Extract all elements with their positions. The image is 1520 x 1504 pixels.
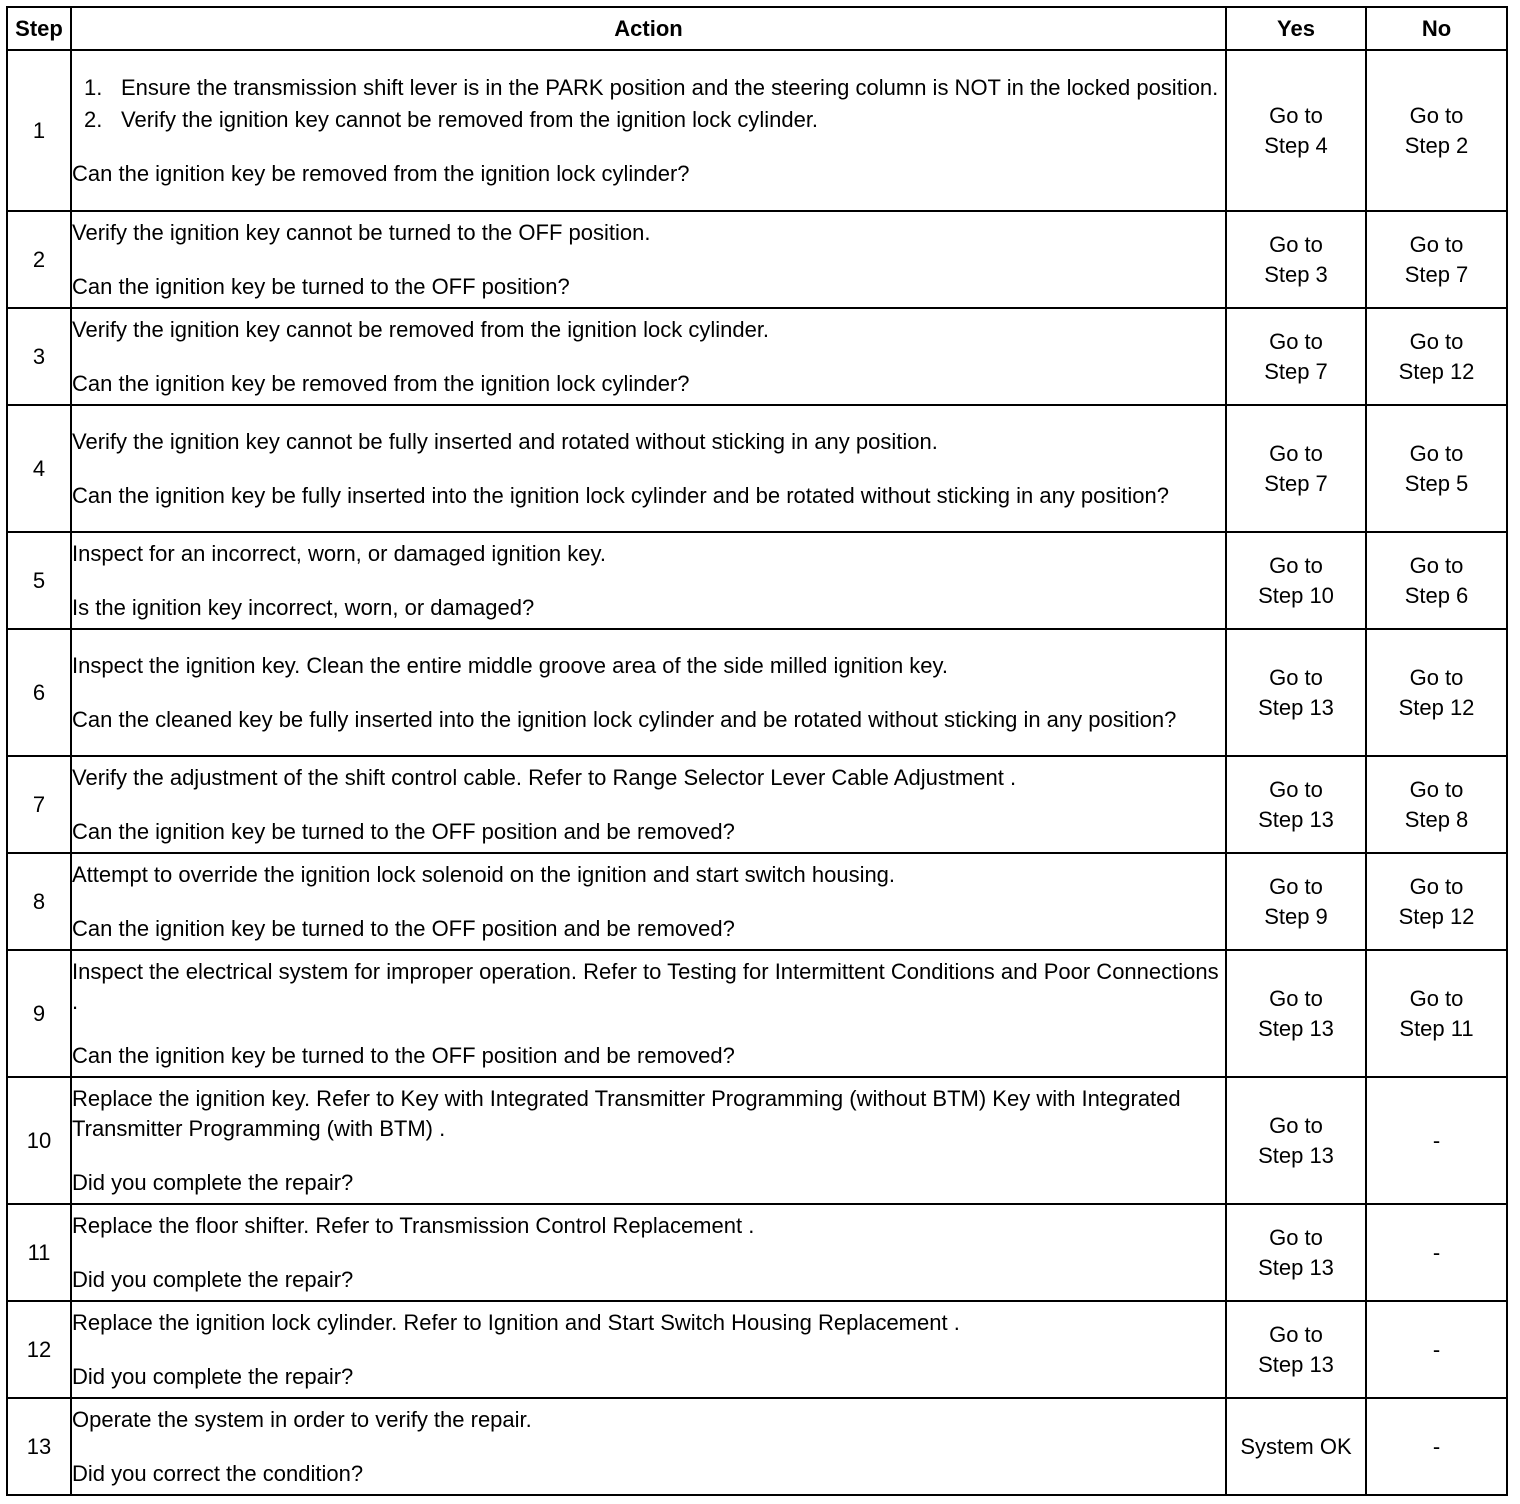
action-text: Inspect the electrical system for improper operation. Refer to Testing for Intermittent Conditions and Poor Connections .: [72, 958, 1219, 1014]
action-cell: [71, 405, 1226, 532]
no-line: Step 5: [1404, 470, 1469, 496]
no-cell: [1366, 405, 1507, 532]
table-row: [7, 1204, 1507, 1301]
action-question: Is the ignition key incorrect, worn, or damaged?: [72, 594, 535, 620]
table-row: [7, 405, 1507, 532]
table-row: [7, 1077, 1507, 1204]
no-line: Go to: [1409, 985, 1464, 1011]
no-line: Go to: [1409, 440, 1464, 466]
yes-line: Go to: [1269, 776, 1323, 802]
yes-cell: [1226, 50, 1366, 211]
yes-cell: [1226, 1204, 1366, 1301]
action-question: Did you complete the repair?: [72, 1169, 354, 1195]
step-number: 3: [7, 308, 71, 405]
yes-cell: [1226, 211, 1366, 308]
action-cell: [71, 1077, 1226, 1204]
yes-line: Go to: [1269, 1321, 1323, 1347]
yes-line: Step 13: [1258, 1142, 1334, 1168]
list-number: 2.: [84, 106, 103, 132]
no-cell: [1366, 853, 1507, 950]
action-text: Inspect the ignition key. Clean the entire middle groove area of the side milled ignition key.: [72, 652, 949, 678]
action-question: Can the ignition key be turned to the OFF position and be removed?: [72, 915, 735, 941]
action-text: Replace the floor shifter. Refer to Transmission Control Replacement .: [72, 1212, 755, 1238]
action-text: Verify the adjustment of the shift control cable. Refer to Range Selector Lever Cable Adjustment .: [72, 764, 1017, 790]
action-question: Can the cleaned key be fully inserted into the ignition lock cylinder and be rotated without sticking in any position?: [72, 706, 1177, 732]
table-row: [7, 629, 1507, 756]
no-line: Go to: [1409, 231, 1464, 257]
yes-line: Go to: [1269, 552, 1323, 578]
step-number: 11: [7, 1204, 71, 1301]
action-cell: [71, 50, 1226, 211]
table-row: [7, 50, 1507, 211]
no-line: -: [1432, 1239, 1441, 1265]
no-line: -: [1432, 1127, 1441, 1153]
yes-line: Go to: [1269, 440, 1323, 466]
step-number: 9: [7, 950, 71, 1077]
action-cell: [71, 308, 1226, 405]
action-cell: [71, 950, 1226, 1077]
no-cell: [1366, 756, 1507, 853]
no-line: Step 12: [1398, 694, 1475, 720]
action-question: Did you complete the repair?: [72, 1266, 354, 1292]
table-row: [7, 853, 1507, 950]
action-cell: [71, 629, 1226, 756]
action-question: Can the ignition key be turned to the OFF position and be removed?: [72, 818, 735, 844]
no-line: Step 2: [1404, 132, 1469, 158]
yes-cell: [1226, 532, 1366, 629]
yes-cell: [1226, 756, 1366, 853]
action-cell: [71, 756, 1226, 853]
no-line: -: [1432, 1433, 1441, 1459]
yes-line: Step 3: [1264, 261, 1328, 287]
step-number: 10: [7, 1077, 71, 1204]
no-line: Go to: [1409, 552, 1464, 578]
yes-cell: [1226, 308, 1366, 405]
no-cell: [1366, 211, 1507, 308]
yes-line: Step 13: [1258, 1254, 1334, 1280]
step-number: 2: [7, 211, 71, 308]
diagnostic-table: [6, 6, 1508, 1496]
no-cell: [1366, 950, 1507, 1077]
yes-line: Go to: [1269, 1112, 1323, 1138]
step-number: 4: [7, 405, 71, 532]
no-line: Go to: [1409, 776, 1464, 802]
no-line: Step 12: [1398, 358, 1475, 384]
table-row: [7, 308, 1507, 405]
action-question: Did you correct the condition?: [72, 1460, 364, 1486]
table-row: [7, 1301, 1507, 1398]
yes-line: Step 13: [1258, 1015, 1334, 1041]
no-line: Step 12: [1398, 903, 1475, 929]
yes-line: Go to: [1269, 1224, 1323, 1250]
no-line: Step 11: [1399, 1015, 1474, 1041]
yes-cell: [1226, 405, 1366, 532]
yes-line: System OK: [1240, 1433, 1352, 1459]
table-row: [7, 532, 1507, 629]
yes-line: Step 10: [1258, 582, 1334, 608]
list-number: 1.: [84, 74, 103, 100]
table-row: [7, 756, 1507, 853]
no-line: Step 8: [1404, 806, 1469, 832]
no-line: Step 7: [1404, 261, 1469, 287]
no-cell: [1366, 1204, 1507, 1301]
action-cell: [71, 1301, 1226, 1398]
action-text: Replace the ignition key. Refer to Key with Integrated Transmitter Programming (without BTM) Key with Integrated Transmitter Programming (with BTM) .: [72, 1085, 1181, 1141]
step-number: 1: [7, 50, 71, 211]
yes-line: Go to: [1269, 985, 1323, 1011]
action-text: Verify the ignition key cannot be removed from the ignition lock cylinder.: [72, 316, 770, 342]
action-question: Did you complete the repair?: [72, 1363, 354, 1389]
action-cell: [71, 532, 1226, 629]
action-text: Replace the ignition lock cylinder. Refer to Ignition and Start Switch Housing Replacement .: [72, 1309, 960, 1335]
yes-cell: [1226, 629, 1366, 756]
action-text: Verify the ignition key cannot be turned to the OFF position.: [72, 219, 651, 245]
table-row: [7, 211, 1507, 308]
list-text: Verify the ignition key cannot be removed from the ignition lock cylinder.: [121, 106, 819, 132]
step-number: 7: [7, 756, 71, 853]
yes-line: Step 7: [1264, 358, 1328, 384]
yes-line: Step 13: [1258, 694, 1334, 720]
action-cell: [71, 1204, 1226, 1301]
no-cell: [1366, 1301, 1507, 1398]
no-cell: [1366, 1077, 1507, 1204]
yes-line: Go to: [1269, 231, 1323, 257]
list-text: Ensure the transmission shift lever is in the PARK position and the steering column is NOT in the locked position.: [121, 74, 1219, 100]
no-cell: [1366, 50, 1507, 211]
action-cell: [71, 1398, 1226, 1495]
action-text: Inspect for an incorrect, worn, or damaged ignition key.: [72, 540, 606, 566]
yes-cell: [1226, 1398, 1366, 1495]
header-yes: Yes: [1226, 7, 1366, 50]
action-cell: [71, 211, 1226, 308]
action-question: Can the ignition key be fully inserted into the ignition lock cylinder and be rotated without sticking in any position?: [72, 482, 1169, 508]
no-line: Go to: [1409, 873, 1464, 899]
header-row: [7, 7, 1507, 50]
yes-cell: [1226, 853, 1366, 950]
list-item: [72, 105, 1225, 135]
yes-cell: [1226, 950, 1366, 1077]
action-question: Can the ignition key be removed from the ignition lock cylinder?: [72, 370, 690, 396]
yes-line: Step 7: [1264, 470, 1328, 496]
no-cell: [1366, 1398, 1507, 1495]
header-action: Action: [71, 7, 1226, 50]
yes-line: Go to: [1269, 873, 1323, 899]
action-text: Operate the system in order to verify the repair.: [72, 1406, 532, 1432]
header-no: No: [1366, 7, 1507, 50]
table-row: [7, 1398, 1507, 1495]
step-number: 8: [7, 853, 71, 950]
no-line: -: [1432, 1336, 1441, 1362]
yes-line: Step 13: [1258, 806, 1334, 832]
no-cell: [1366, 532, 1507, 629]
list-item: [72, 73, 1225, 103]
yes-line: Step 13: [1258, 1351, 1334, 1377]
action-question: Can the ignition key be turned to the OFF position and be removed?: [72, 1042, 735, 1068]
header-step: Step: [7, 7, 71, 50]
action-question: Can the ignition key be turned to the OFF position?: [72, 273, 570, 299]
yes-cell: [1226, 1077, 1366, 1204]
yes-line: Step 4: [1264, 132, 1328, 158]
action-cell: [71, 853, 1226, 950]
yes-line: Step 9: [1264, 903, 1328, 929]
no-line: Step 6: [1404, 582, 1469, 608]
yes-line: Go to: [1269, 102, 1323, 128]
action-text: Verify the ignition key cannot be fully inserted and rotated without sticking in any position.: [72, 428, 938, 454]
action-text: Attempt to override the ignition lock solenoid on the ignition and start switch housing.: [72, 861, 896, 887]
no-line: Go to: [1409, 328, 1464, 354]
step-number: 5: [7, 532, 71, 629]
no-line: Go to: [1409, 102, 1464, 128]
table-row: [7, 950, 1507, 1077]
no-line: Go to: [1409, 664, 1464, 690]
step-number: 12: [7, 1301, 71, 1398]
yes-line: Go to: [1269, 664, 1323, 690]
yes-line: Go to: [1269, 328, 1323, 354]
yes-cell: [1226, 1301, 1366, 1398]
no-cell: [1366, 308, 1507, 405]
action-question: Can the ignition key be removed from the ignition lock cylinder?: [72, 160, 690, 186]
step-number: 6: [7, 629, 71, 756]
no-cell: [1366, 629, 1507, 756]
step-number: 13: [7, 1398, 71, 1495]
